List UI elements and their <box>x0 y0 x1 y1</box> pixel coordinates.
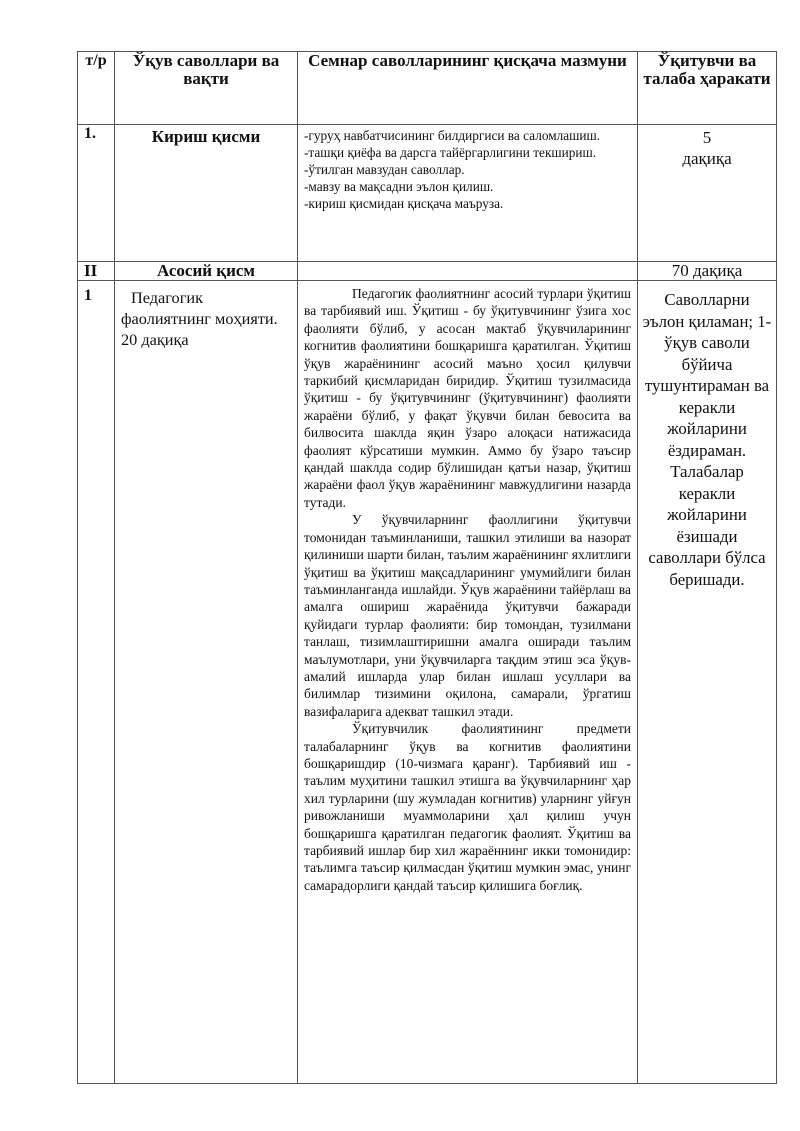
header-questions-time: Ўқув саволлари ва вақти <box>115 52 298 125</box>
content-paragraph: Ўқитувчилик фаолиятининг предмети талабаларнинг ўқув ва когнитив фаолиятини бошқаришдир (10-чизмага қаранг). Тарбиявий иш - таълим муҳитини ташкил этишга ва ўқувчиларнинг ҳар хил турларини (шу жумладан когнитив) уларнинг уйғун ривожланиши муаммоларини ҳал қилиш учун бошқаришга қаратилган педагогик фаолият. Ўқитиш ва тарбиявий ишлар бир хил жараённинг икки томонидир: таълимга таъсир қилмасдан ўқитиш мумкин эмас, унинг самарадорлиги қандай таъсир қилишига боғлиқ. <box>304 721 631 893</box>
topic-cell <box>115 281 298 1084</box>
lesson-plan-table <box>77 51 777 1084</box>
intro-number: 1. <box>78 125 115 262</box>
intro-item: -ташқи қиёфа ва дарсга тайёргарлигини текшириш. <box>304 145 597 160</box>
main-part-time: 70 дақиқа <box>638 262 777 281</box>
main-part-number: II <box>78 262 115 281</box>
header-number: т/р <box>78 52 115 125</box>
main-part-row <box>78 262 777 281</box>
intro-item: -гуруҳ навбатчисининг билдиргиси ва саломлашиш. <box>304 128 601 143</box>
intro-time-unit: дақиқа <box>682 149 732 168</box>
intro-item: -мавзу ва мақсадни эълон қилиш. <box>304 179 494 194</box>
topic-row <box>78 281 777 1084</box>
content-paragraph: Педагогик фаолиятнинг асосий турлари ўқитиш ва тарбиявий иш. Ўқитиш - бу ўқитувчининг ўзига хос фаолияти бўлиб, у асосан мактаб ўқувчиларининг когнитив фаолиятини бошқаришга қаратилган. Ўқитиш ўқув жараёнининг асосий маъно ҳосил қилувчи таркибий қисмларидан биридир. Ўқитиш тузилмасида ўқитиш - бу ўқитувчининг (ўқитувчининг) фаолияти жараёни бўлиб, у фақат ўқувчи билан бевосита ва билвосита шаклда яқин ўзаро алоқаси натижасида фаолият кўрсатиши мумкин. Аммо бу ўзаро таъсир қандай шаклда содир бўлишидан қатъи назар, ўқитиш жараёни фаол ўқув жараёнининг мавжудлигини назарда тутади. <box>304 286 631 510</box>
topic-action: Саволларни эълон қиламан; 1-ўқув саволи бўйича тушунтираман ва керакли жойларини ёздираман. Талабалар керакли жойларини ёзишади саволлари бўлса беришади. <box>638 281 777 1084</box>
main-part-title: Асосий қисм <box>115 262 298 281</box>
intro-time <box>638 125 777 262</box>
intro-row <box>78 125 777 262</box>
header-actions: Ўқитувчи ва талаба ҳаракати <box>638 52 777 125</box>
content-paragraph: У ўқувчиларнинг фаоллигини ўқитувчи томонидан таъминланиши, ташкил этилиши ва назорат қилиниши шарти билан, таълим жараёнининг яхлитлиги ўқитиш ва ўқитиш мақсадларининг умумийлиги билан таъминланганда ишлайди. Ўқув жараёнини тайёрлаш ва амалга ошириш жараёнида ўқитувчи бажаради қуйидаги турлар фаолияти: бир томондан, тузилмани танлаш, тизимлаштиришни амалга оширади таълим маълумотлари, уни ўқувчиларга тақдим этиш эса ўқув-амалий ишларда улар билан ишлаш усуллари ва билимлар тизимини оқилона, самарали, ўргатиш вазифаларига адекват ташкил этади. <box>304 512 631 719</box>
topic-content <box>298 281 638 1084</box>
intro-items <box>298 125 638 262</box>
intro-item: -кириш қисмидан қисқача маъруза. <box>304 196 504 211</box>
header-row <box>78 52 777 125</box>
intro-item: -ўтилган мавзудан саволлар. <box>304 162 465 177</box>
intro-title: Кириш қисми <box>115 125 298 262</box>
topic-time: 20 дақиқа <box>121 330 189 349</box>
main-part-empty <box>298 262 638 281</box>
topic-number: 1 <box>78 281 115 1084</box>
topic-title: Педагогик фаолиятнинг моҳияти. <box>121 288 278 328</box>
header-content: Семнар саволларининг қисқача мазмуни <box>298 52 638 125</box>
intro-time-value: 5 <box>702 128 712 147</box>
